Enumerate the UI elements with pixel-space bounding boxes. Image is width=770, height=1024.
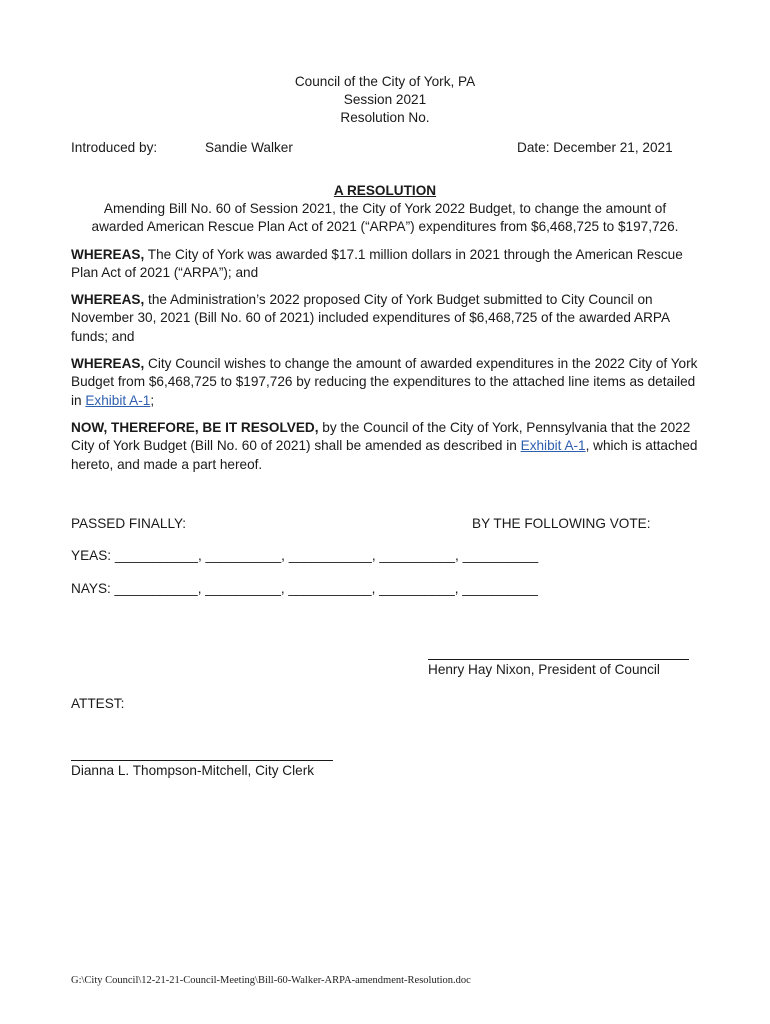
resolution-title: A RESOLUTION	[333, 183, 437, 198]
introduced-by-label: Introduced by:	[71, 140, 158, 155]
president-name: Henry Hay Nixon, President of Council	[428, 662, 660, 677]
whereas-text: The City of York was awarded $17.1 million dollars in 2021 through the American Rescue Plan Act of 2021 (“ARPA”); and	[71, 247, 683, 281]
document-header	[0, 73, 770, 127]
clerk-signature-line	[71, 760, 333, 761]
yeas-line: YEAS: ___________, __________, ___________, __________, __________	[71, 548, 539, 563]
introducer-name: Sandie Walker	[205, 140, 293, 155]
president-signature-line	[428, 659, 689, 660]
nays-line: NAYS: ___________, __________, ___________, __________, __________	[71, 581, 538, 596]
passed-finally-label: PASSED FINALLY:	[71, 516, 187, 531]
clerk-name: Dianna L. Thompson-Mitchell, City Clerk	[71, 763, 315, 778]
whereas-lead: WHEREAS,	[71, 356, 145, 371]
resolution-date: Date: December 21, 2021	[517, 140, 673, 155]
whereas-text: the Administration’s 2022 proposed City of York Budget submitted to City Council on November 30, 2021 (Bill No. 60 of 2021) included expenditures of $6,468,725 of the awarded ARPA funds; and	[71, 292, 670, 344]
whereas-tail: ;	[150, 392, 155, 408]
whereas-lead: WHEREAS,	[71, 247, 145, 262]
resolution-summary-line1: Amending Bill No. 60 of Session 2021, the City of York 2022 Budget, to change the amount of	[103, 201, 667, 216]
attest-label: ATTEST:	[71, 696, 125, 711]
header-council: Council of the City of York, PA	[294, 74, 476, 89]
resolution-heading	[0, 182, 770, 236]
header-session: Session 2021	[343, 92, 427, 107]
resolved-text: by the Council of the City of York, Pennsylvania that the 2022 City of York Budget (Bill No. 60 of 2021) shall be amended as described in	[71, 420, 691, 454]
exhibit-a1-link[interactable]: Exhibit A-1	[85, 392, 151, 408]
resolved-lead: NOW, THEREFORE, BE IT RESOLVED,	[71, 420, 319, 435]
resolved-tail: , which is attached hereto, and made a part hereof.	[71, 438, 698, 472]
resolved-paragraph	[71, 419, 703, 474]
whereas-text: City Council wishes to change the amount of awarded expenditures in the 2022 City of York Budget from $6,468,725 to $197,726 by reducing the expenditures to the attached line items as detailed in	[71, 356, 698, 408]
whereas-paragraph-3	[71, 355, 703, 410]
file-path-footer: G:\City Council\12-21-21-Council-Meeting\Bill-60-Walker-ARPA-amendment-Resolution.doc	[71, 975, 471, 986]
exhibit-a1-link[interactable]: Exhibit A-1	[520, 438, 586, 454]
whereas-paragraph-2	[71, 291, 703, 346]
resolution-summary-line2: awarded American Rescue Plan Act of 2021 (“ARPA”) expenditures from $6,468,725 to $197,726.	[91, 219, 679, 234]
following-vote-label: BY THE FOLLOWING VOTE:	[472, 516, 651, 531]
whereas-lead: WHEREAS,	[71, 292, 145, 307]
whereas-paragraph-1	[71, 246, 703, 283]
header-resolution-no: Resolution No.	[340, 110, 430, 125]
